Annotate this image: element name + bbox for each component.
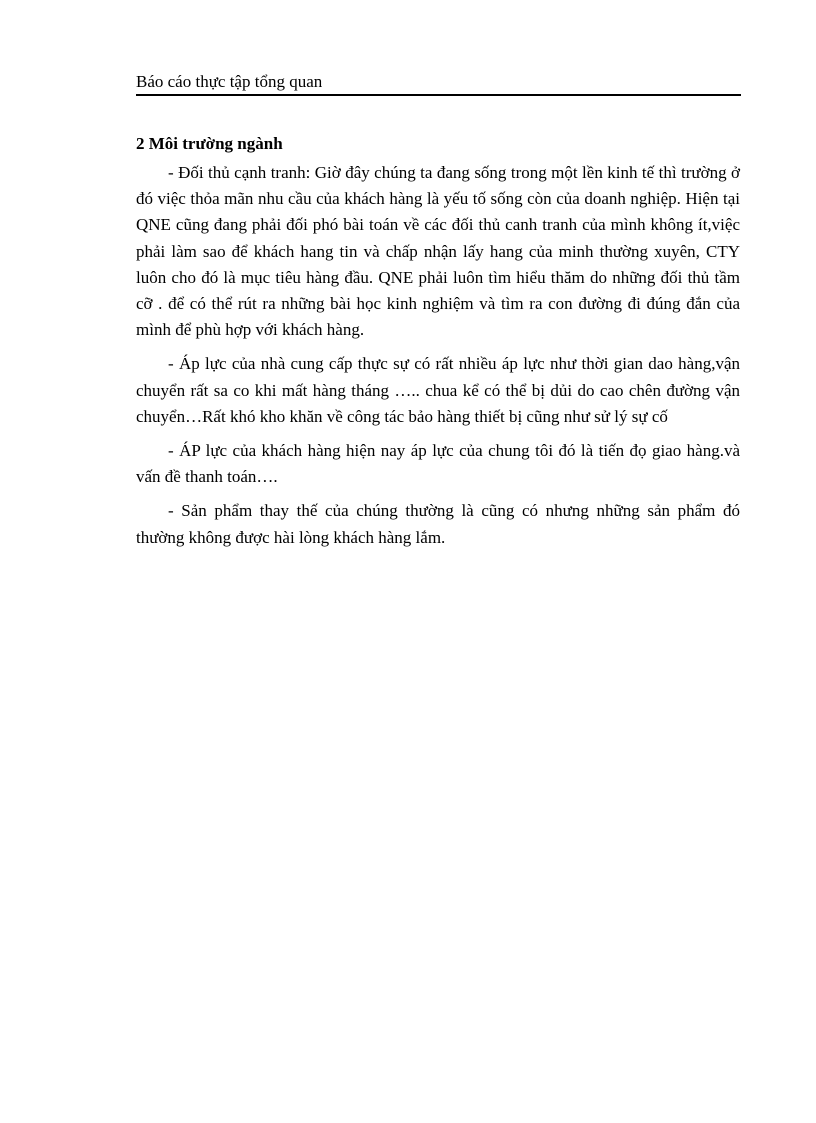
paragraph-substitute-products: - Sản phẩm thay thế của chúng thường là cũng có nhưng những sản phẩm đó thường không được hài lòng khách hàng lắm. [136, 501, 740, 547]
section-heading: 2 Môi trường ngành [136, 134, 283, 153]
section-content [136, 132, 740, 559]
page-header [136, 70, 741, 96]
paragraph-supplier-pressure: - Áp lực của nhà cung cấp thực sự có rất nhiều áp lực như thời gian dao hàng,vận chuyển rất sa co khi mất hàng tháng ….. chua kể có thể bị dủi do cao chên đường vận chuyển…Rất khó kho khăn về công tác bảo hàng thiết bị cũng như sử lý sự cố [136, 354, 740, 426]
paragraph-customer-pressure: - ÁP lực của khách hàng hiện nay áp lực của chung tôi đó là tiến đọ giao hàng.và vấn đề thanh toán…. [136, 441, 740, 487]
header-title: Báo cáo thực tập tổng quan [136, 72, 323, 91]
paragraph-competitors: - Đối thủ cạnh tranh: Giờ đây chúng ta đang sống trong một lền kinh tế thì trường ở đó việc thỏa mãn nhu cầu của khách hàng là yếu tố sống còn của doanh nghiệp. Hiện tại QNE cũng đang phải đối phó bài toán về các đối thủ canh tranh của mình không ít,việc phải làm sao để khách hang tin và chấp nhận lấy hang của minh thường xuyên, CTY luôn cho đó là mục tiêu hàng đầu. QNE phải luôn tìm hiểu thăm do những đối thủ tầm cỡ . để có thể rút ra những bài học kinh nghiệm và tìm ra con đường đi đúng đắn của mình để phù hợp với khách hàng. [136, 163, 740, 340]
